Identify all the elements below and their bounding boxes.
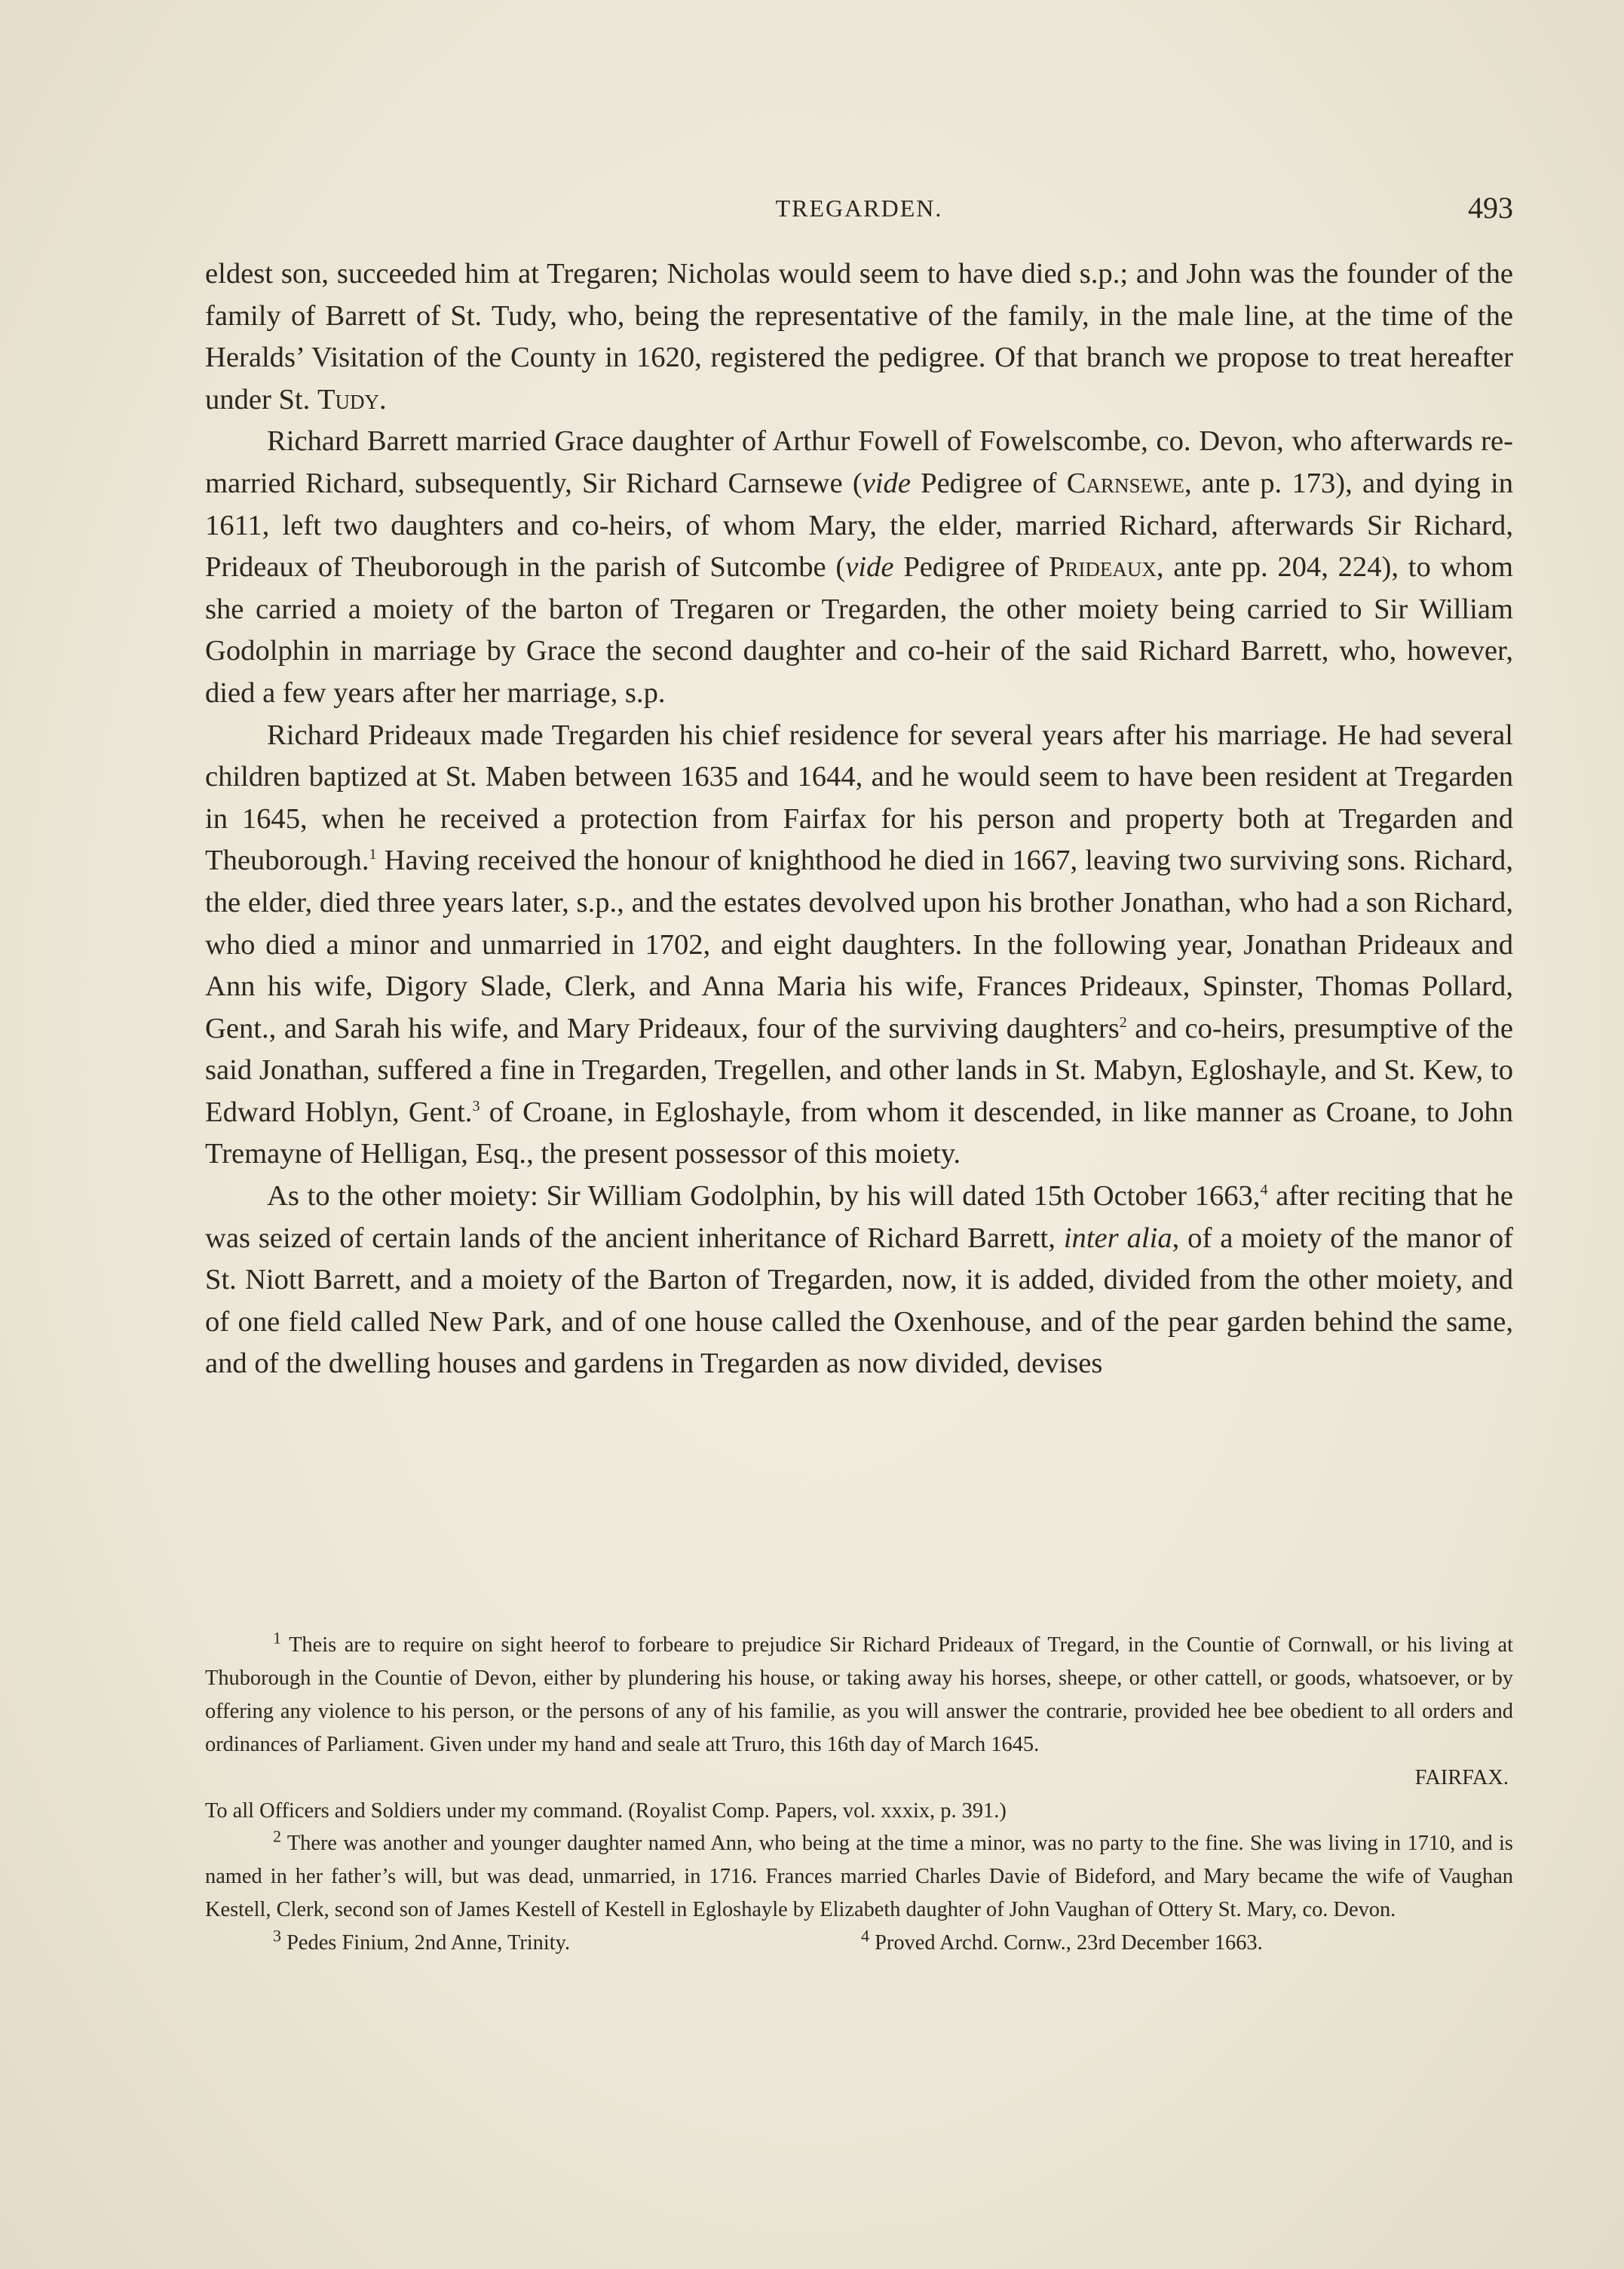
small-caps-run: Prideaux <box>1048 551 1157 584</box>
footnotes-3-4-row <box>205 1927 1513 1960</box>
footnote-1-continuation: To all Officers and Soldiers under my command. (Royalist Comp. Papers, vol. xxxix, p. 391.) <box>205 1798 1007 1823</box>
footnote-number: 4 <box>861 1926 869 1946</box>
text-run: Richard Barrett married Grace daughter of Arthur Fowell of Fowelscombe, co. Devon, who afterwards re-married Richard, subsequently, Sir Richard Carnsewe ( <box>205 425 1513 499</box>
text-run: , of a moiety of the manor of St. Niott Barrett, and a moiety of the Barton of Tregarden, now, it is added, divided from the other moiety, and of one field called New Park, and of one house called the Oxenhouse, and of the pear garden behind the same, and of the dwelling houses and gardens in Tregarden as now divided, devises <box>205 1222 1513 1380</box>
paragraph-4 <box>205 1176 1513 1385</box>
paragraph-2 <box>205 421 1513 714</box>
page-number: 493 <box>1468 191 1513 225</box>
footnote-number: 3 <box>273 1926 281 1946</box>
italic-run: vide <box>845 551 894 584</box>
footnote-text: Pedes Finium, 2nd Anne, Trinity. <box>286 1931 571 1955</box>
footnote-text: Proved Archd. Cornw., 23rd December 1663. <box>875 1931 1263 1955</box>
text-run: after reciting that he was seized of certain lands of the ancient inheritance of Richard Barrett, <box>205 1180 1513 1254</box>
italic-run: inter alia <box>1063 1222 1172 1254</box>
footnote-signature: FAIRFAX. <box>1414 1765 1509 1789</box>
footnote-ref-2[interactable]: 2 <box>1119 1013 1127 1031</box>
paragraph-3 <box>205 715 1513 1176</box>
small-caps-run: Carnsewe <box>1066 467 1184 499</box>
footnotes <box>205 1629 1513 1960</box>
text-run: of Croane, in Egloshayle, from whom it descended, in like manner as Croane, to John Tremayne of Helligan, Esq., the present possessor of this moiety. <box>205 1096 1514 1170</box>
text-run: Having received the honour of knighthood he died in 1667, leaving two surviving sons. Richard, the elder, died three years later, s.p., and the estates devolved upon his brother Jonathan, who had a son Richard, who died a minor and unmarried in 1702, and eight daughters. In the following year, Jonathan Prideaux and Ann his wife, Digory Slade, Clerk, and Anna Maria his wife, Frances Prideaux, Spinster, Thomas Pollard, Gent., and Sarah his wife, and Mary Prideaux, four of the surviving daughters <box>205 845 1513 1044</box>
text-run: and co-heirs, presumptive of the said Jonathan, suffered a fine in Tregarden, Tregellen, and other lands in St. Mabyn, Egloshayle, and St. Kew, to Edward Hoblyn, Gent. <box>205 1012 1513 1128</box>
text-run: Richard Prideaux made Tregarden his chief residence for several years after his marriage. He had several children baptized at St. Maben between 1635 and 1644, and he would seem to have been resident at Tregarden in 1645, when he received a protection from Fairfax for his person and property both at Tregarden and Theuborough. <box>205 719 1513 877</box>
page-header <box>205 191 1513 232</box>
text-run: Pedigree of <box>893 551 1049 584</box>
running-head: TREGARDEN. <box>775 195 943 222</box>
text-run: , ante pp. 204, 224), to whom she carried a moiety of the barton of Tregaren or Tregarden, the other moiety being carried to Sir William Godolphin in marriage by Grace the second daughter and co-heir of the said Richard Barrett, who, however, died a few years after her marriage, s.p. <box>205 551 1513 709</box>
footnote-number: 2 <box>273 1826 281 1846</box>
text-run: As to the other moiety: Sir William Godolphin, by his will dated 15th October 1663, <box>267 1180 1261 1213</box>
text-run: , ante p. 173), and dying in 1611, left two daughters and co-heirs, of whom Mary, the elder, married Richard, afterwards Sir Richard, Prideaux of Theuborough in the parish of Sutcombe ( <box>205 467 1513 584</box>
footnote-2 <box>205 1827 1513 1927</box>
footnote-ref-1[interactable]: 1 <box>369 846 377 863</box>
body-text <box>205 253 1513 1385</box>
italic-run: vide <box>862 467 911 499</box>
small-caps-run: Tudy <box>317 383 380 415</box>
footnote-number: 1 <box>273 1628 281 1648</box>
text-run: Pedigree of <box>910 467 1067 499</box>
paragraph-1 <box>205 253 1513 421</box>
footnote-ref-4[interactable]: 4 <box>1260 1182 1268 1199</box>
footnote-1 <box>205 1629 1513 1762</box>
footnote-text: Theis are to require on sight heerof to forbeare to prejudice Sir Richard Prideaux of Tregard, in the Countie of Cornwall, or his living at Thuborough in the Countie of Devon, either by plundering his house, or taking away his horses, sheepe, or other cattell, or goods, whatsoever, or by offering any violence to his person, or the persons of any of his familie, as you will answer the contrarie, provided hee bee obedient to all orders and ordinances of Parliament. Given under my hand and seale att Truro, this 16th day of March 1645. <box>205 1633 1513 1756</box>
text-run: . <box>379 383 387 415</box>
footnote-4 <box>861 1927 1263 1960</box>
footnote-3 <box>205 1927 861 1960</box>
footnote-ref-3[interactable]: 3 <box>472 1098 480 1115</box>
footnote-text: There was another and younger daughter named Ann, who being at the time a minor, was no party to the fine. She was living in 1710, and is named in her father’s will, but was dead, unmarried, in 1716. Frances married Charles Davie of Bideford, and Mary became the wife of Vaughan Kestell, Clerk, second son of James Kestell of Kestell in Egloshayle by Elizabeth daughter of John Vaughan of Ottery St. Mary, co. Devon. <box>205 1832 1513 1922</box>
text-run: eldest son, succeeded him at Tregaren; Nicholas would seem to have died s.p.; and John was the founder of the family of Barrett of St. Tudy, who, being the representative of the family, in the male line, at the time of the Heralds’ Visitation of the County in 1620, registered the pedigree. Of that branch we propose to treat hereafter under St. <box>205 258 1513 415</box>
